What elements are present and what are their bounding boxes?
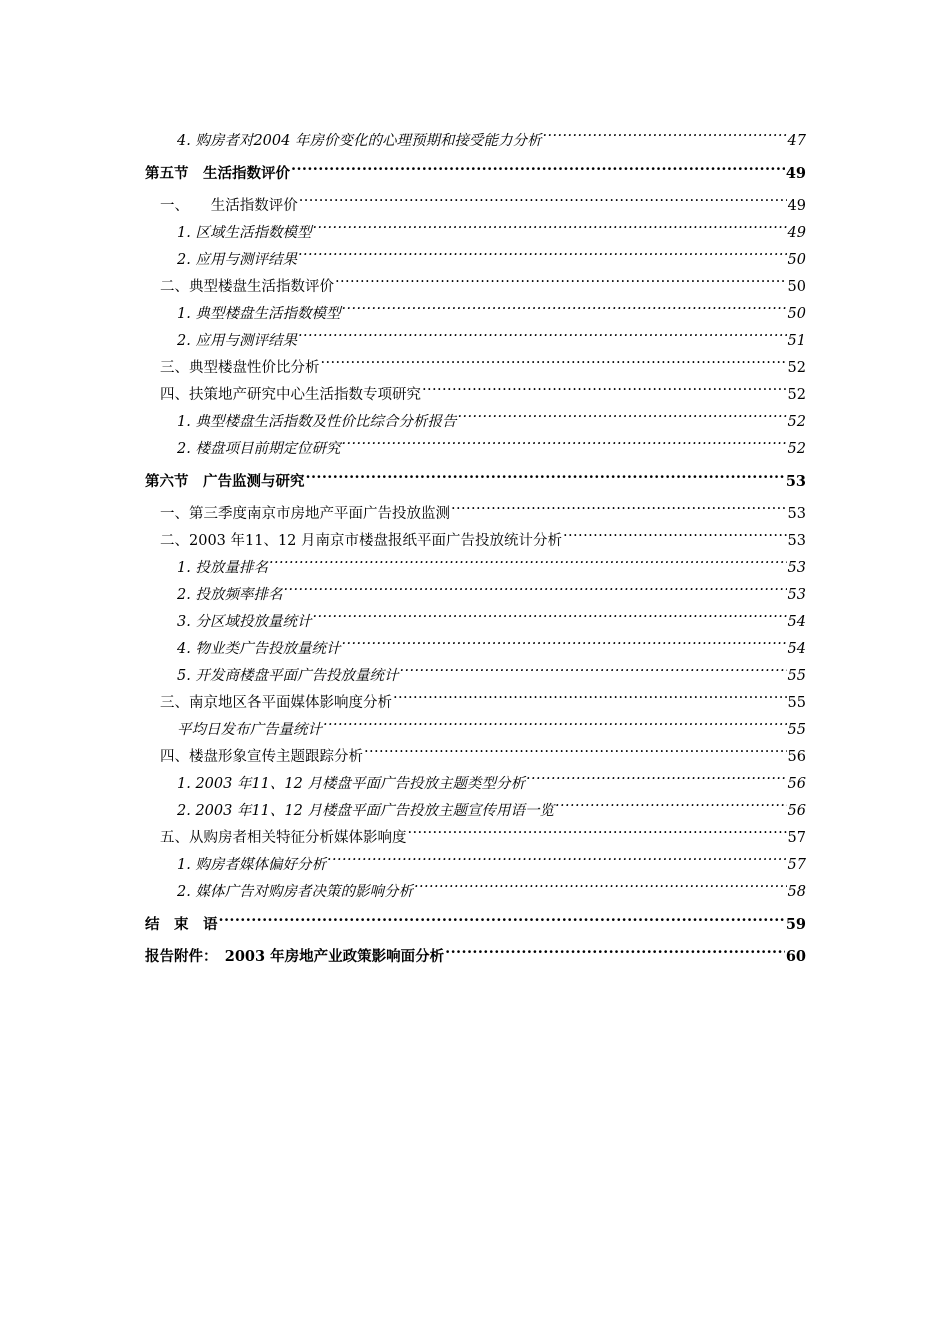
dot-leader [298, 246, 787, 264]
dot-leader [393, 689, 787, 707]
toc-entry-title: 1. 区域生活指数模型 [177, 225, 312, 241]
toc-section-heading[interactable] [145, 911, 806, 937]
toc-entry-page: 52 [787, 441, 806, 457]
toc-entry-page: 49 [787, 198, 806, 214]
dot-leader [335, 273, 787, 291]
toc-entry-page: 58 [787, 884, 806, 900]
toc-entry[interactable] [145, 716, 806, 743]
dot-leader [399, 662, 786, 680]
dot-leader [526, 770, 787, 788]
toc-entry[interactable] [145, 878, 806, 905]
toc-entry[interactable] [145, 192, 806, 219]
toc-entry[interactable] [145, 500, 806, 527]
toc-entry[interactable] [145, 408, 806, 435]
toc-entry[interactable] [145, 554, 806, 581]
dot-leader [312, 608, 786, 626]
toc-entry-title: 三、典型楼盘性价比分析 [160, 360, 320, 376]
toc-entry[interactable] [145, 327, 806, 354]
dot-leader [414, 878, 787, 896]
toc-entry-page: 52 [787, 387, 806, 403]
dot-leader [555, 797, 787, 815]
toc-entry-page: 54 [787, 641, 806, 657]
dot-leader [542, 127, 786, 145]
toc-entry[interactable] [145, 127, 806, 154]
table-of-contents [145, 127, 806, 975]
toc-entry-page: 49 [787, 225, 806, 241]
toc-entry-page: 59 [785, 916, 806, 933]
toc-entry-page: 53 [785, 473, 806, 490]
dot-leader [323, 716, 787, 734]
dot-leader [299, 192, 787, 210]
dot-leader [298, 327, 787, 345]
dot-leader [283, 581, 786, 599]
toc-entry-page: 55 [787, 695, 806, 711]
toc-entry-title: 四、楼盘形象宣传主题跟踪分析 [160, 749, 363, 765]
dot-leader [445, 943, 785, 961]
toc-entry-title: 第五节 生活指数评价 [145, 165, 290, 182]
toc-entry-page: 56 [787, 803, 806, 819]
toc-entry-title: 二、典型楼盘生活指数评价 [160, 279, 334, 295]
toc-entry[interactable] [145, 354, 806, 381]
toc-entry-title: 平均日发布广告量统计 [177, 722, 322, 738]
toc-entry-page: 54 [787, 614, 806, 630]
toc-entry-page: 60 [785, 948, 806, 965]
dot-leader [422, 381, 787, 399]
toc-entry-title: 五、从购房者相关特征分析媒体影响度 [160, 830, 407, 846]
toc-entry-title: 2. 投放频率排名 [177, 587, 283, 603]
toc-entry-title: 四、扶策地产研究中心生活指数专项研究 [160, 387, 421, 403]
toc-entry[interactable] [145, 824, 806, 851]
toc-entry-page: 56 [787, 749, 806, 765]
toc-entry-title: 二、2003 年11、12 月南京市楼盘报纸平面广告投放统计分析 [160, 533, 563, 549]
dot-leader [457, 408, 786, 426]
toc-entry[interactable] [145, 219, 806, 246]
toc-entry-page: 52 [787, 360, 806, 376]
toc-entry-page: 53 [787, 506, 806, 522]
dot-leader [451, 500, 787, 518]
dot-leader [219, 911, 785, 929]
toc-entry[interactable] [145, 273, 806, 300]
toc-entry-page: 56 [787, 776, 806, 792]
dot-leader [269, 554, 787, 572]
toc-entry-title: 1. 典型楼盘生活指数模型 [177, 306, 341, 322]
toc-entry-title: 2. 2003 年11、12 月楼盘平面广告投放主题宣传用语一览 [177, 803, 554, 819]
toc-entry[interactable] [145, 743, 806, 770]
toc-entry-title: 2. 应用与测评结果 [177, 252, 297, 268]
toc-entry[interactable] [145, 797, 806, 824]
toc-entry-page: 47 [787, 133, 806, 149]
toc-entry-title: 第六节 广告监测与研究 [145, 473, 305, 490]
toc-entry-title: 2. 应用与测评结果 [177, 333, 297, 349]
toc-entry[interactable] [145, 689, 806, 716]
toc-entry-title: 结 束 语 [145, 916, 218, 933]
toc-entry-title: 4. 物业类广告投放量统计 [177, 641, 341, 657]
toc-entry-page: 57 [787, 830, 806, 846]
dot-leader [312, 219, 786, 237]
toc-entry-title: 2. 楼盘项目前期定位研究 [177, 441, 341, 457]
toc-entry-page: 53 [787, 587, 806, 603]
toc-entry[interactable] [145, 581, 806, 608]
toc-entry-title: 一、第三季度南京市房地产平面广告投放监测 [160, 506, 450, 522]
toc-entry[interactable] [145, 300, 806, 327]
dot-leader [321, 354, 787, 372]
dot-leader [341, 300, 786, 318]
toc-entry-page: 53 [787, 533, 806, 549]
toc-entry-page: 49 [785, 165, 806, 182]
toc-entry-title: 1. 购房者媒体偏好分析 [177, 857, 326, 873]
toc-entry[interactable] [145, 381, 806, 408]
toc-entry-title: 5. 开发商楼盘平面广告投放量统计 [177, 668, 399, 684]
toc-entry-title: 三、南京地区各平面媒体影响度分析 [160, 695, 392, 711]
toc-entry[interactable] [145, 246, 806, 273]
dot-leader [306, 468, 785, 486]
toc-entry[interactable] [145, 770, 806, 797]
toc-entry[interactable] [145, 851, 806, 878]
dot-leader [341, 635, 786, 653]
toc-entry-page: 50 [787, 306, 806, 322]
toc-entry[interactable] [145, 662, 806, 689]
toc-section-heading[interactable] [145, 468, 806, 494]
dot-leader [291, 160, 785, 178]
dot-leader [341, 435, 786, 453]
dot-leader [327, 851, 787, 869]
toc-entry-title: 4. 购房者对2004 年房价变化的心理预期和接受能力分析 [177, 133, 542, 149]
toc-entry-page: 50 [787, 279, 806, 295]
dot-leader [408, 824, 787, 842]
toc-entry-title: 1. 2003 年11、12 月楼盘平面广告投放主题类型分析 [177, 776, 525, 792]
toc-entry-page: 55 [787, 668, 806, 684]
toc-entry[interactable] [145, 608, 806, 635]
toc-entry-title: 3. 分区域投放量统计 [177, 614, 312, 630]
toc-entry-title: 一、 生活指数评价 [160, 198, 298, 214]
toc-entry-title: 报告附件： 2003 年房地产业政策影响面分析 [145, 948, 445, 965]
toc-entry-page: 55 [787, 722, 806, 738]
toc-entry-title: 2. 媒体广告对购房者决策的影响分析 [177, 884, 413, 900]
toc-entry[interactable] [145, 435, 806, 462]
toc-entry[interactable] [145, 635, 806, 662]
toc-section-heading[interactable] [145, 160, 806, 186]
toc-entry-page: 50 [787, 252, 806, 268]
toc-entry-page: 57 [787, 857, 806, 873]
dot-leader [563, 527, 787, 545]
toc-section-heading[interactable] [145, 943, 806, 969]
toc-entry-title: 1. 典型楼盘生活指数及性价比综合分析报告 [177, 414, 457, 430]
toc-entry-page: 52 [787, 414, 806, 430]
toc-entry[interactable] [145, 527, 806, 554]
toc-entry-page: 51 [787, 333, 806, 349]
toc-entry-page: 53 [787, 560, 806, 576]
toc-entry-title: 1. 投放量排名 [177, 560, 268, 576]
dot-leader [364, 743, 787, 761]
